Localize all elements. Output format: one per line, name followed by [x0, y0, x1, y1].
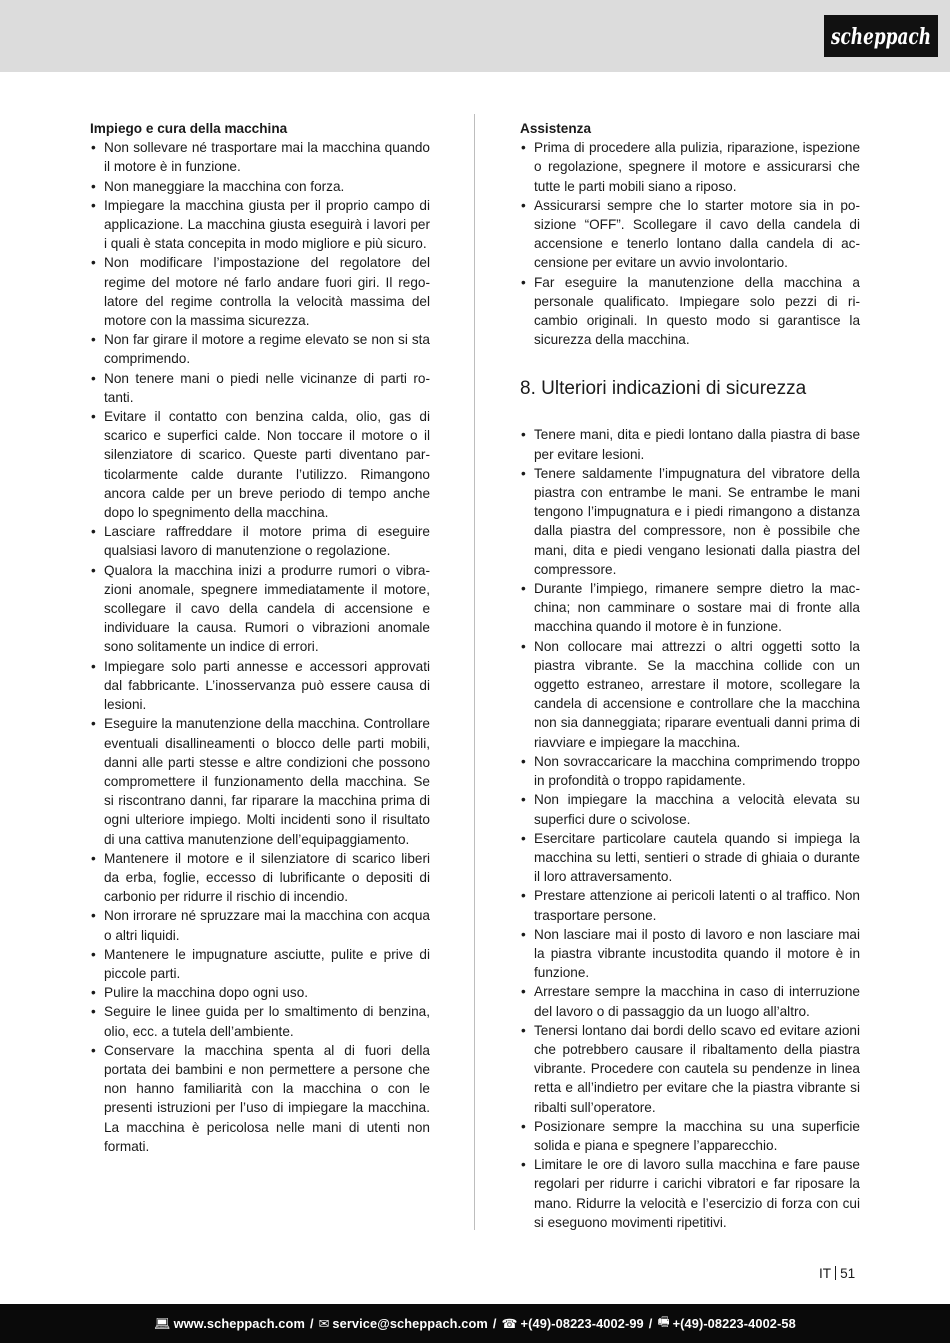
column-divider — [474, 114, 475, 1230]
footer-separator: / — [492, 1316, 497, 1331]
list-item: • Non far girare il motore a regime elevato se non si sta comprimendo. — [90, 330, 430, 368]
list-item: • Esercitare particolare cautela quando si impiega la macchina su letti, sentieri o strade di ghiaia o durante il loro attraversamento. — [520, 829, 860, 887]
list-item: • Non maneggiare la macchina con forza. — [90, 177, 430, 196]
list-item: • Non sollevare né trasportare mai la macchina quando il motore è in funzione. — [90, 138, 430, 176]
list-item: • Assicurarsi sempre che lo starter motore sia in posizione “OFF”. Scollegare il cavo della candela di accensione e tenerlo lontano dalla candela di accensione per evitare un avvio involontario. — [520, 196, 860, 273]
list-item: • Conservare la macchina spenta al di fuori della portata dei bambini e non permettere a persone che non hanno familiarità con la macchina o con le presenti istruzioni per l’uso di impiegare la macchina. La macchina è pericolosa nelle mani di utenti non formati. — [90, 1041, 430, 1156]
brand-wordmark: scheppach — [830, 24, 931, 50]
list-item: • Mantenere le impugnature asciutte, pulite e prive di piccole parti. — [90, 945, 430, 983]
service-list — [520, 138, 860, 349]
footer-email-link[interactable]: service@scheppach.com — [332, 1316, 488, 1331]
footer-separator: / — [648, 1316, 653, 1331]
list-item: • Arrestare sempre la macchina in caso di interruzione del lavoro o di passaggio da un luogo all’altro. — [520, 982, 860, 1020]
list-item: • Qualora la macchina inizi a produrre rumori o vibrazioni anomale, spegnere immediatamente il motore, scollegare il cavo della candela di accensione e individuare la causa. Rumori o vibrazioni anomale sono solitamente un indice di errori. — [90, 561, 430, 657]
section-title-safety: 8. Ulteriori indicazioni di sicurezza — [520, 378, 807, 400]
list-item: • Non modificare l’impostazione del regolatore del regime del motore né farlo andare fuori giri. Il regolatore del regime controlla la velocità massima del motore con la massima sicurezza. — [90, 253, 430, 330]
telephone-icon: ☎︎ — [501, 1315, 518, 1331]
list-item: • Non tenere mani o piedi nelle vicinanze di parti rotanti. — [90, 369, 430, 407]
list-item: • Prima di procedere alla pulizia, riparazione, ispezione o regolazione, spegnere il motore e assicurarsi che tutte le parti mobili siano a riposo. — [520, 138, 860, 196]
language-code: IT — [819, 1266, 832, 1281]
header-band — [0, 0, 950, 72]
list-item: • Eseguire la manutenzione della macchina. Controllare eventuali disallineamenti o blocco delle parti mobili, danni alle parti stesse e altre condizioni che possono compromettere il funzionamento della macchina. Se si riscontrano danni, far riparare la macchina prima di ogni ulteriore impiego. Molti incidenti sono il risultato di una cattiva manutenzione dell’equipaggiamento. — [90, 714, 430, 848]
list-item: • Mantenere il motore e il silenziatore di scarico liberi da erba, foglie, eccesso di lubrificante o depositi di carbonio per ridurre il rischio di incendio. — [90, 849, 430, 907]
list-item: • Non lasciare mai il posto di lavoro e non lasciare mai la piastra vibrante incustodita quando il motore è in funzione. — [520, 925, 860, 983]
list-item: • Prestare attenzione ai pericoli latenti o al traffico. Non trasportare persone. — [520, 886, 860, 924]
list-item: • Impiegare solo parti annesse e accessori approvati dal fabbricante. L’inosservanza può essere causa di lesioni. — [90, 657, 430, 715]
footer-fax: +(49)-08223-4002-58 — [672, 1316, 796, 1331]
footer-separator: / — [309, 1316, 314, 1331]
list-item: • Non collocare mai attrezzi o altri oggetti sotto la piastra vibrante. Se la macchina collide con un oggetto estraneo, arrestare il motore, scollegare la candela di accensione e controllare che la macchina non sia danneggiata; riparare eventuali danni prima di riavviare e impiegare la macchina. — [520, 637, 860, 752]
list-item: • Far eseguire la manutenzione della macchina a personale qualificato. Impiegare solo pezzi di ricambio originali. In questo modo si garantisce la sicurezza della macchina. — [520, 273, 860, 350]
list-item: • Tenere mani, dita e piedi lontano dalla piastra di base per evitare lesioni. — [520, 425, 860, 463]
fax-icon: 🖷︎ — [657, 1313, 670, 1329]
page-number-value: 51 — [840, 1266, 856, 1281]
list-item: • Durante l’impiego, rimanere sempre dietro la macchina; non camminare o sostare mai di fronte alla macchina quando il motore è in funzione. — [520, 579, 860, 637]
footer-website-link[interactable]: www.scheppach.com — [173, 1316, 305, 1331]
list-item: • Tenere saldamente l’impugnatura del vibratore della piastra con entrambe le mani. Se entrambe le mani tengono l’impugnatura e i piedi rimangono a distanza dalla piastra del compressore, non è possibile che mani, dita e piedi vengano lesionati dalla piastra del compressore. — [520, 464, 860, 579]
envelope-icon: ✉︎ — [318, 1315, 330, 1331]
list-item: • Non sovraccaricare la macchina comprimendo troppo in profondità o troppo rapidamente. — [520, 752, 860, 790]
list-item: • Limitare le ore di lavoro sulla macchina e fare pause regolari per ridurre i carichi vibratori e far riposare la mano. Ridurre la velocità e l’esercizio di forza con cui si eseguono movimenti ripetitivi. — [520, 1155, 860, 1232]
section-heading-service: Assistenza — [520, 121, 592, 136]
list-item: • Lasciare raffreddare il motore prima di eseguire qualsiasi lavoro di manutenzione o regolazione. — [90, 522, 430, 560]
page-number — [819, 1265, 855, 1283]
list-item: • Posizionare sempre la macchina su una superficie solida e piana e spegnere l’apparecchio. — [520, 1117, 860, 1155]
scheppach-logo — [824, 15, 938, 57]
section-heading-usage: Impiego e cura della macchina — [90, 121, 288, 136]
footer-bar — [0, 1304, 950, 1343]
list-item: • Impiegare la macchina giusta per il proprio campo di applicazione. La macchina giusta eseguirà i lavori per i quali è stata concepita in modo migliore e più sicuro. — [90, 196, 430, 254]
list-item: • Pulire la macchina dopo ogni uso. — [90, 983, 430, 1002]
list-item: • Non irrorare né spruzzare mai la macchina con acqua o altri liquidi. — [90, 906, 430, 944]
left-column — [90, 119, 430, 1156]
right-column — [520, 119, 860, 1232]
usage-list — [90, 138, 430, 1156]
list-item: • Seguire le linee guida per lo smaltimento di benzina, olio, ecc. a tutela dell’ambiente. — [90, 1002, 430, 1040]
list-item: • Evitare il contatto con benzina calda, olio, gas di scarico e superfici calde. Non toccare il motore o il silenziatore di scarico. Queste parti diventano particolarmente calde durante l’utilizzo. Rimangono ancora calde per un breve periodo di tempo anche dopo lo spegnimento della macchina. — [90, 407, 430, 522]
footer-phone: +(49)-08223-4002-99 — [520, 1316, 644, 1331]
computer-icon: 💻︎ — [154, 1315, 171, 1331]
list-item: • Tenersi lontano dai bordi dello scavo ed evitare azioni che potrebbero causare il ribaltamento della piastra vibrante. Procedere con cautela su pendenze in linea retta e all’indietro per evitare che la piastra vibrante si ribalti sull’operatore. — [520, 1021, 860, 1117]
page-number-separator — [835, 1266, 836, 1280]
list-item: • Non impiegare la macchina a velocità elevata su superfici dure o scivolose. — [520, 790, 860, 828]
safety-list — [520, 425, 860, 1232]
